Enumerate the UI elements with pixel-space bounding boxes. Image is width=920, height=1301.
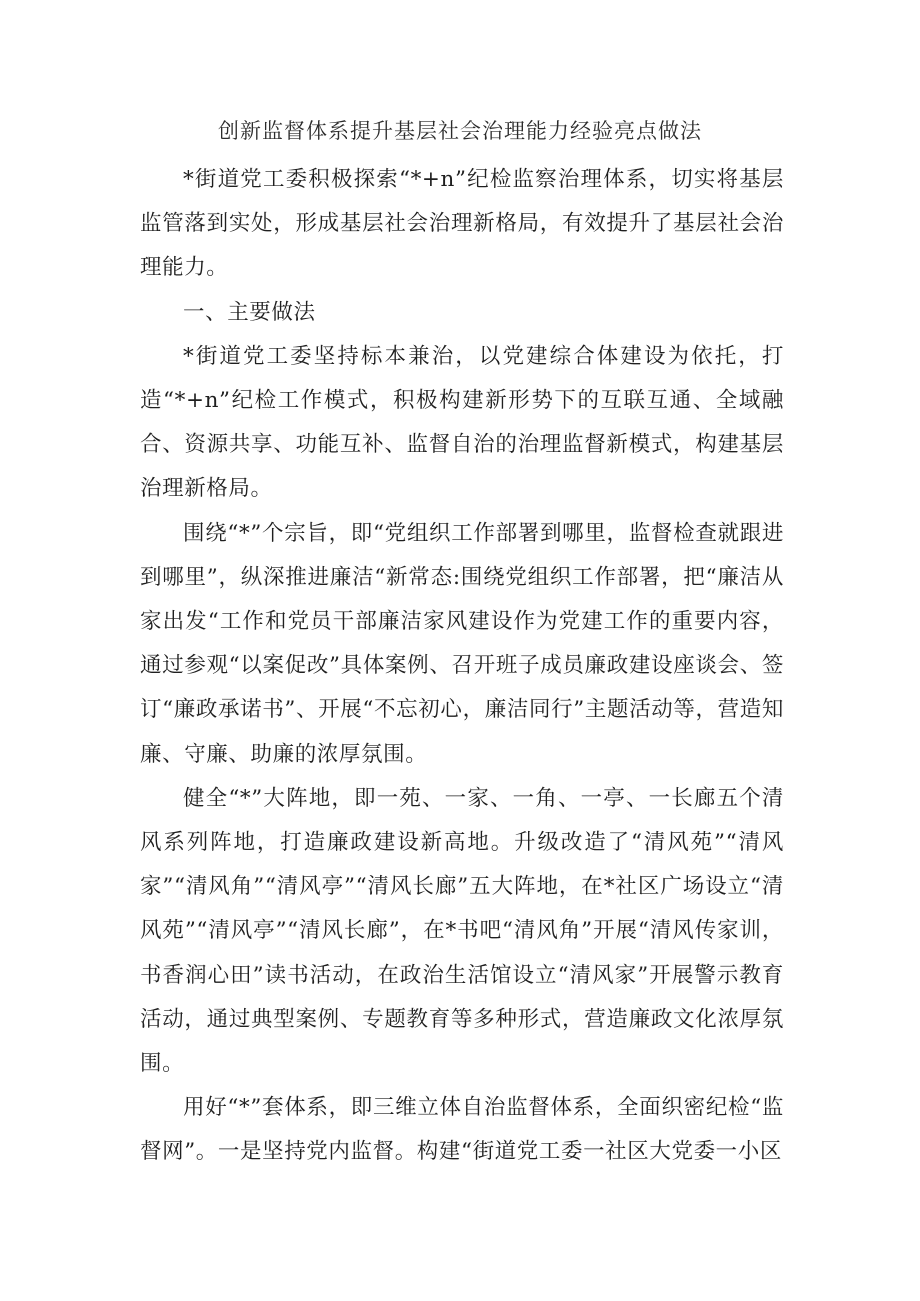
paragraph-intro: *街道党工委积极探索“*+n”纪检监察治理体系，切实将基层监管落到实处，形成基层社会治理新格局，有效提升了基层社会治理能力。 (140, 167, 784, 281)
document-title: 创新监督体系提升基层社会治理能力经验亮点做法 (218, 119, 702, 143)
paragraph-overview: *街道党工委坚持标本兼治，以党建综合体建设为依托，打造“*+n”纪检工作模式，积极构建新形势下的互联互通、全域融合、资源共享、功能互补、监督自治的治理监督新模式，构建基层治理新格局。 (140, 343, 784, 502)
paragraph-positions: 健全“*”大阵地，即一苑、一家、一角、一亭、一长廊五个清风系列阵地，打造廉政建设新高地。升级改造了“清风苑”“清风家”“清风角”“清风亭”“清风长廊”五大阵地，在*社区广场设立“清风苑”“清风亭”“清风长廊”，在*书吧“清风角”开展“清风传家训，书香润心田”读书活动，在政治生活馆设立“清风家”开展警示教育活动，通过典型案例、专题教育等多种形式，营造廉政文化浓厚氛围。 (140, 785, 784, 1077)
paragraph-purpose: 围绕“*”个宗旨，即“党组织工作部署到哪里，监督检查就跟进到哪里”，纵深推进廉洁“新常态:围绕党组织工作部署，把“廉洁从家出发“工作和党员干部廉洁家风建设作为党建工作的重要内容，通过参观“以案促改”具体案例、召开班子成员廉政建设座谈会、签订“廉政承诺书”、开展“不忘初心，廉洁同行”主题活动等，营造知廉、守廉、助廉的浓厚氛围。 (140, 520, 784, 767)
paragraph-system: 用好“*”套体系，即三维立体自治监督体系，全面织密纪检“监督网”。一是坚持党内监督。构建“街道党工委一社区大党委一小区 (140, 1095, 784, 1165)
document-body (140, 158, 784, 1175)
section-heading: 一、主要做法 (183, 299, 316, 325)
